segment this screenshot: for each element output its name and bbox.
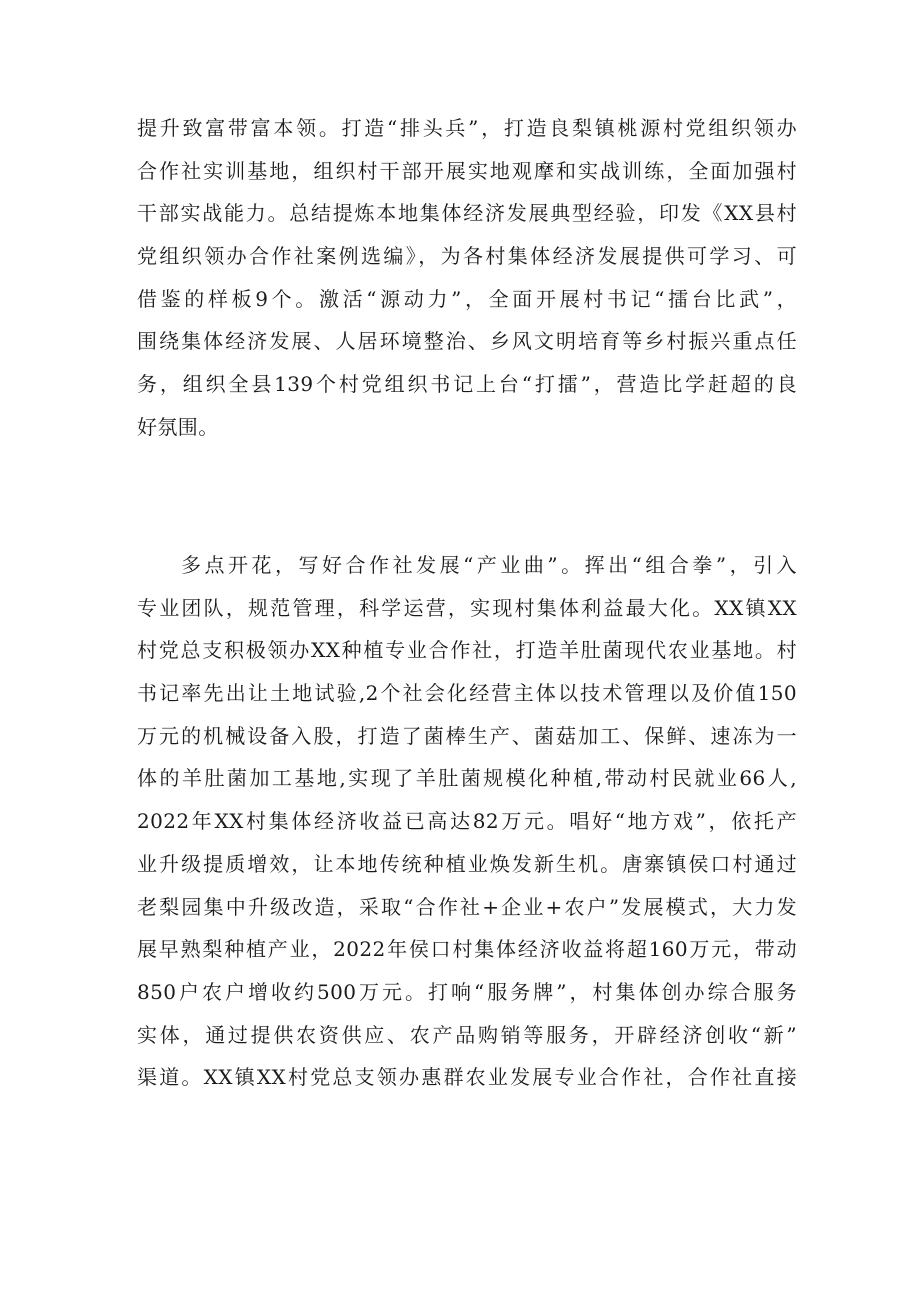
- text-line: 干部实战能力。总结提炼本地集体经济发展典型经验，印发《XX县村: [137, 201, 797, 226]
- text-line: 村党总支积极领办XX种植专业合作社，打造羊肚菌现代农业基地。村: [137, 638, 797, 663]
- text-line: 老梨园集中升级改造，采取“合作社+企业+农户”发展模式，大力发: [137, 894, 797, 919]
- text-line: 实体，通过提供农资供应、农产品购销等服务，开辟经济创收“新”: [137, 1022, 797, 1047]
- text-line: 体的羊肚菌加工基地,实现了羊肚菌规模化种植,带动村民就业66人,: [137, 766, 797, 791]
- text-line: 渠道。XX镇XX村党总支领办惠群农业发展专业合作社，合作社直接: [137, 1065, 797, 1090]
- paragraph-1: [137, 107, 797, 449]
- text-line: 围绕集体经济发展、人居环境整治、乡风文明培育等乡村振兴重点任: [137, 329, 797, 354]
- text-line: 业升级提质增效，让本地传统种植业焕发新生机。唐寨镇侯口村通过: [137, 851, 797, 876]
- text-line: 借鉴的样板9个。激活“源动力”，全面开展村书记“擂台比武”，: [137, 286, 797, 311]
- text-line: 万元的机械设备入股，打造了菌棒生产、菌菇加工、保鲜、速冻为一: [137, 723, 797, 748]
- text-line: 提升致富带富本领。打造“排头兵”，打造良梨镇桃源村党组织领办: [137, 116, 797, 140]
- text-line: 专业团队，规范管理，科学运营，实现村集体利益最大化。XX镇XX: [137, 595, 797, 620]
- text-line: 务，组织全县139个村党组织书记上台“打擂”，营造比学赶超的良: [137, 372, 797, 397]
- text-line: 好氛围。: [137, 414, 219, 439]
- text-line: 2022年XX村集体经济收益已高达82万元。唱好“地方戏”，依托产: [137, 809, 797, 834]
- paragraph-2: [137, 544, 797, 1099]
- text-line: 多点开花，写好合作社发展“产业曲”。挥出“组合拳”，引入: [181, 553, 797, 577]
- text-line: 党组织领办合作社案例选编》，为各村集体经济发展提供可学习、可: [137, 244, 797, 269]
- text-line: 书记率先出让土地试验,2个社会化经营主体以技术管理以及价值150: [137, 681, 797, 706]
- text-line: 展早熟梨种植产业，2022年侯口村集体经济收益将超160万元，带动: [137, 937, 797, 962]
- text-line: 850户农户增收约500万元。打响“服务牌”，村集体创办综合服务: [137, 979, 797, 1004]
- text-line: 合作社实训基地，组织村干部开展实地观摩和实战训练，全面加强村: [137, 158, 797, 183]
